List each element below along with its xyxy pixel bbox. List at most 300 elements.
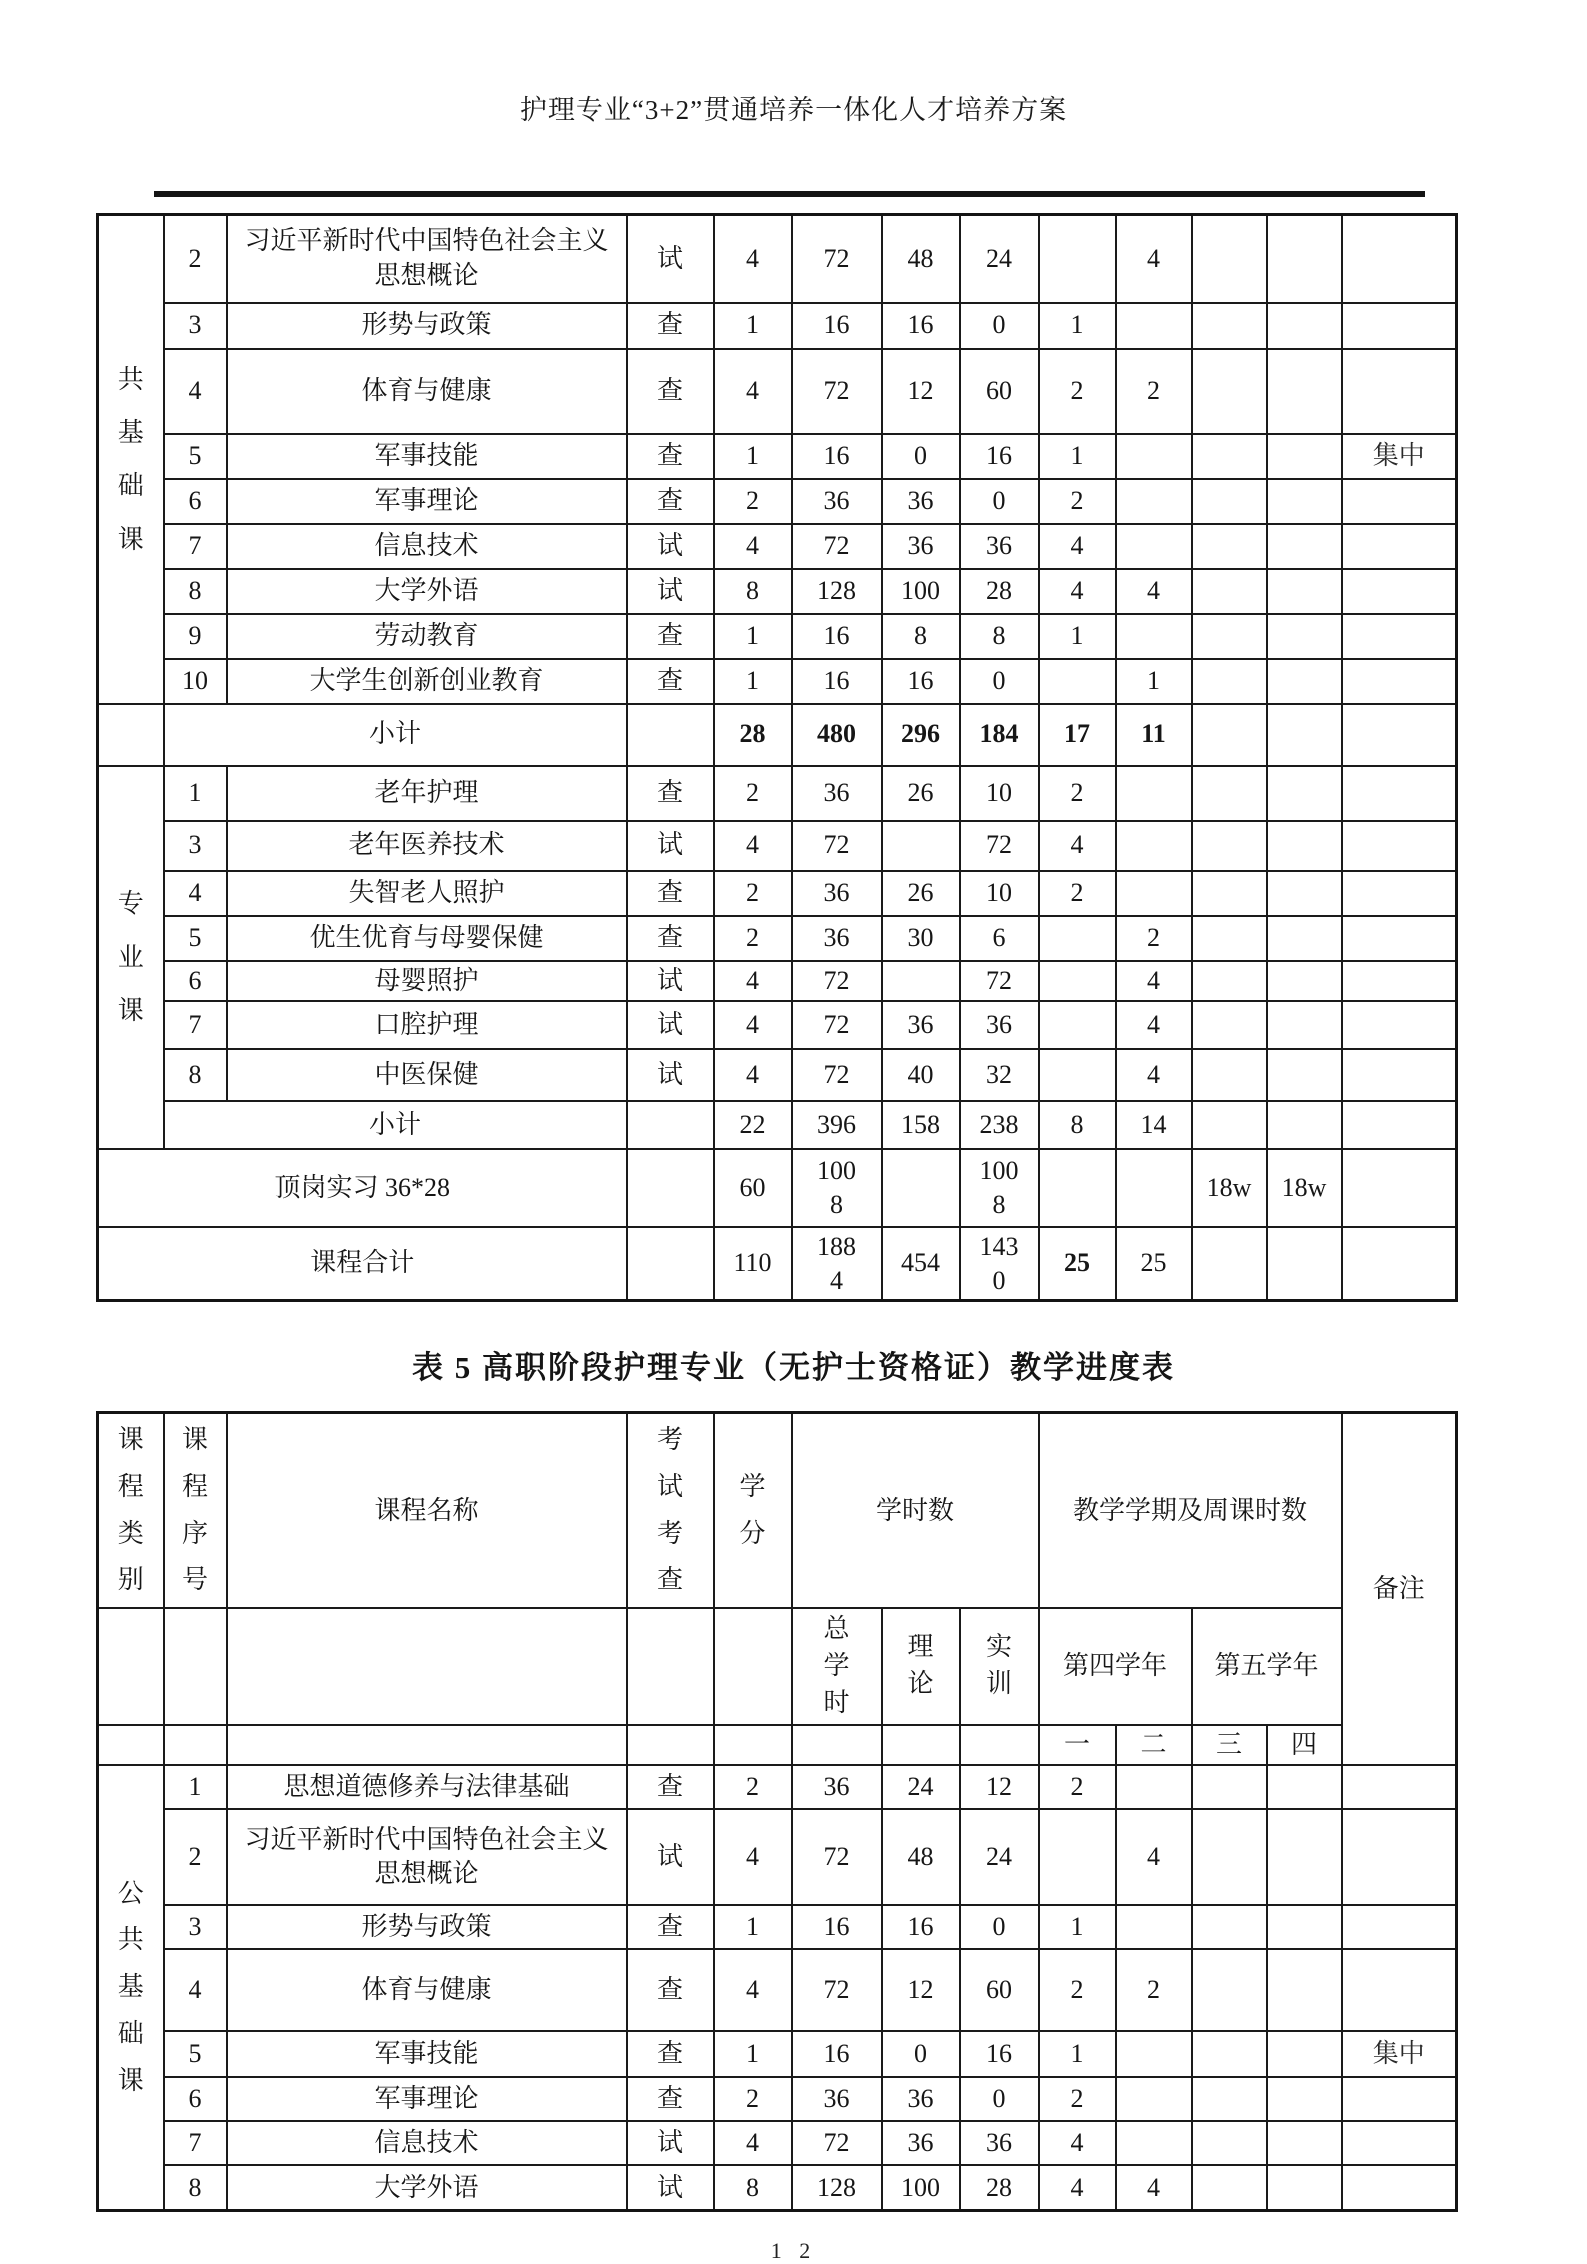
table-cell	[1192, 659, 1267, 704]
table-cell	[1192, 2165, 1267, 2211]
table-cell	[1342, 479, 1457, 524]
table-cell: 100	[882, 569, 960, 614]
table-cell: 72	[792, 1049, 882, 1101]
table-cell: 总 学 时	[792, 1608, 882, 1725]
table-cell: 8	[164, 569, 227, 614]
table-cell	[1342, 704, 1457, 766]
table-cell: 5	[164, 2031, 227, 2077]
table-cell: 18w	[1192, 1149, 1267, 1227]
table-cell: 2	[164, 1809, 227, 1905]
table-cell: 2	[1116, 916, 1192, 961]
table-cell: 2	[1039, 2077, 1116, 2121]
table-cell: 1	[1039, 614, 1116, 659]
table-cell: 32	[960, 1049, 1039, 1101]
table-cell: 8	[1039, 1101, 1116, 1149]
table-cell: 16	[792, 303, 882, 349]
table-cell	[1192, 1049, 1267, 1101]
table-cell: 1	[164, 766, 227, 821]
table-cell	[792, 1725, 882, 1765]
table-cell: 形势与政策	[227, 303, 627, 349]
table-cell: 查	[627, 479, 714, 524]
table-cell	[1267, 614, 1342, 659]
table-cell: 1	[714, 614, 792, 659]
table-cell: 6	[164, 479, 227, 524]
table-row	[98, 1765, 1457, 1809]
table-cell	[1192, 349, 1267, 434]
table-cell: 30	[882, 916, 960, 961]
table-row	[98, 821, 1457, 871]
table-row	[98, 2031, 1457, 2077]
table-cell: 一	[1039, 1725, 1116, 1765]
table-cell: 查	[627, 2031, 714, 2077]
table-cell	[1116, 1765, 1192, 1809]
table-cell: 100	[882, 2165, 960, 2211]
table-cell	[1039, 916, 1116, 961]
table-cell: 4	[1116, 215, 1192, 303]
table-cell: 72	[792, 1001, 882, 1049]
table-cell: 36	[960, 1001, 1039, 1049]
table-cell: 4	[1039, 569, 1116, 614]
table-cell: 4	[714, 1049, 792, 1101]
table-cell: 7	[164, 524, 227, 569]
table-cell	[1192, 916, 1267, 961]
table-row	[98, 303, 1457, 349]
table-cell	[1342, 2121, 1457, 2165]
table-cell: 4	[714, 349, 792, 434]
table-cell	[1039, 1809, 1116, 1905]
table-cell	[1342, 766, 1457, 821]
table-cell	[1039, 1001, 1116, 1049]
table-cell: 试	[627, 569, 714, 614]
table-cell: 16	[882, 1905, 960, 1949]
table-cell	[1192, 1101, 1267, 1149]
table-cell	[1192, 871, 1267, 916]
table-cell: 110	[714, 1227, 792, 1301]
table-cell: 36	[792, 766, 882, 821]
table-cell	[1267, 524, 1342, 569]
table-cell: 课程合计	[98, 1227, 627, 1301]
table-cell	[1342, 349, 1457, 434]
table-cell: 体育与健康	[227, 349, 627, 434]
table-cell: 教学学期及周课时数	[1039, 1413, 1342, 1608]
table-cell	[164, 1608, 227, 1725]
table-cell	[98, 1608, 164, 1725]
table-cell: 10	[164, 659, 227, 704]
table-cell	[1192, 434, 1267, 479]
table-cell	[1192, 569, 1267, 614]
table-cell: 2	[714, 916, 792, 961]
table-cell: 6	[960, 916, 1039, 961]
table-cell: 4	[1116, 569, 1192, 614]
table-cell: 查	[627, 659, 714, 704]
table-cell	[1116, 871, 1192, 916]
table-row	[98, 524, 1457, 569]
table-cell: 共 基 础 课	[98, 215, 164, 704]
table-cell	[164, 1725, 227, 1765]
table-cell: 26	[882, 766, 960, 821]
table-cell: 3	[164, 1905, 227, 1949]
table-cell	[1267, 1905, 1342, 1949]
table-cell: 4	[1039, 821, 1116, 871]
table-cell: 理 论	[882, 1608, 960, 1725]
table-cell: 军事理论	[227, 479, 627, 524]
table-cell: 4	[714, 215, 792, 303]
table-cell: 2	[1116, 349, 1192, 434]
table-cell: 8	[164, 2165, 227, 2211]
table-cell: 大学外语	[227, 569, 627, 614]
table-cell	[627, 1149, 714, 1227]
table-cell: 72	[792, 1809, 882, 1905]
table-cell: 信息技术	[227, 524, 627, 569]
table-cell	[1267, 1101, 1342, 1149]
table-row	[98, 2165, 1457, 2211]
table-cell: 12	[882, 349, 960, 434]
table-cell	[1342, 614, 1457, 659]
table-cell: 10	[960, 766, 1039, 821]
table-cell: 2	[714, 479, 792, 524]
table-cell: 失智老人照护	[227, 871, 627, 916]
table-cell	[1342, 821, 1457, 871]
table-cell: 60	[960, 1949, 1039, 2031]
table-cell: 习近平新时代中国特色社会主义思想概论	[227, 215, 627, 303]
table-cell: 军事技能	[227, 434, 627, 479]
table-cell: 思想道德修养与法律基础	[227, 1765, 627, 1809]
table-row	[98, 871, 1457, 916]
header-double-rule	[154, 191, 1425, 197]
table-cell	[1342, 659, 1457, 704]
table-cell: 72	[960, 821, 1039, 871]
table-cell: 4	[1039, 524, 1116, 569]
table-cell: 60	[714, 1149, 792, 1227]
table-cell: 36	[792, 2077, 882, 2121]
table-cell	[1192, 704, 1267, 766]
table-cell	[1192, 2031, 1267, 2077]
table-cell: 1008	[960, 1149, 1039, 1227]
table-cell: 158	[882, 1101, 960, 1149]
table-cell	[1342, 1765, 1457, 1809]
table-cell: 22	[714, 1101, 792, 1149]
table-cell: 72	[792, 524, 882, 569]
table-cell: 查	[627, 871, 714, 916]
table-cell	[1342, 1809, 1457, 1905]
table-cell: 大学生创新创业教育	[227, 659, 627, 704]
table-cell	[882, 1725, 960, 1765]
table-cell: 1	[164, 1765, 227, 1809]
table-cell: 36	[882, 479, 960, 524]
table-cell	[1192, 1809, 1267, 1905]
table-cell	[1267, 1001, 1342, 1049]
document-header-title: 护理专业“3+2”贯通培养一体化人才培养方案	[519, 95, 1068, 125]
table-cell: 28	[960, 2165, 1039, 2211]
table-cell	[1116, 2121, 1192, 2165]
table-cell: 1	[1039, 434, 1116, 479]
table-cell	[1116, 434, 1192, 479]
table-cell: 2	[714, 2077, 792, 2121]
table-cell	[1192, 215, 1267, 303]
table-cell	[227, 1608, 627, 1725]
table-cell: 1430	[960, 1227, 1039, 1301]
table-row	[98, 434, 1457, 479]
table-cell: 第四学年	[1039, 1608, 1192, 1725]
table-cell: 24	[882, 1765, 960, 1809]
table-cell	[1267, 2121, 1342, 2165]
table-cell: 考 试 考 查	[627, 1413, 714, 1608]
table-cell	[1116, 821, 1192, 871]
table-cell	[627, 1608, 714, 1725]
table5-title: 表 5 高职阶段护理专业（无护士资格证）教学进度表	[412, 1350, 1175, 1386]
table-cell	[714, 1725, 792, 1765]
table-cell: 4	[714, 2121, 792, 2165]
table-cell: 课程名称	[227, 1413, 627, 1608]
table-cell: 集中	[1342, 2031, 1457, 2077]
table-row	[98, 215, 1457, 303]
table-cell: 查	[627, 349, 714, 434]
table-cell: 4	[1116, 2165, 1192, 2211]
table-row	[98, 1101, 1457, 1149]
table-cell	[1267, 704, 1342, 766]
table-cell: 3	[164, 821, 227, 871]
table-cell: 0	[960, 2077, 1039, 2121]
table-cell: 老年护理	[227, 766, 627, 821]
table-cell	[1116, 303, 1192, 349]
table-cell	[1267, 871, 1342, 916]
table-cell: 10	[960, 871, 1039, 916]
table-cell: 16	[792, 614, 882, 659]
table-cell: 4	[714, 524, 792, 569]
table-cell	[1192, 479, 1267, 524]
table-cell: 12	[882, 1949, 960, 2031]
table-cell: 6	[164, 961, 227, 1001]
table-cell: 第五学年	[1192, 1608, 1342, 1725]
table-cell: 试	[627, 1809, 714, 1905]
table-cell: 4	[164, 871, 227, 916]
table-cell: 公 共 基 础 课	[98, 1765, 164, 2211]
table-cell	[1039, 215, 1116, 303]
table-cell: 0	[960, 659, 1039, 704]
table-cell: 72	[792, 961, 882, 1001]
table-cell: 试	[627, 2165, 714, 2211]
table-cell: 大学外语	[227, 2165, 627, 2211]
table-cell: 老年医养技术	[227, 821, 627, 871]
table-cell: 18w	[1267, 1149, 1342, 1227]
table-cell: 9	[164, 614, 227, 659]
table-cell: 11	[1116, 704, 1192, 766]
table-cell	[882, 821, 960, 871]
table-cell: 查	[627, 766, 714, 821]
table-cell	[882, 1149, 960, 1227]
table-cell: 试	[627, 821, 714, 871]
table-cell: 6	[164, 2077, 227, 2121]
table-cell: 3	[164, 303, 227, 349]
table-cell: 16	[882, 303, 960, 349]
table-cell: 4	[1116, 1809, 1192, 1905]
table-cell	[1342, 2165, 1457, 2211]
table-cell: 184	[960, 704, 1039, 766]
table-cell: 三	[1192, 1725, 1267, 1765]
table-cell	[627, 1725, 714, 1765]
table-cell: 4	[714, 961, 792, 1001]
table-cell	[1267, 215, 1342, 303]
table-cell	[882, 961, 960, 1001]
table-cell: 5	[164, 916, 227, 961]
table-cell	[1039, 961, 1116, 1001]
table-cell: 24	[960, 1809, 1039, 1905]
table-cell: 16	[792, 434, 882, 479]
table-cell: 信息技术	[227, 2121, 627, 2165]
table-cell: 48	[882, 1809, 960, 1905]
table-cell	[1039, 659, 1116, 704]
table-cell: 8	[164, 1049, 227, 1101]
table-cell: 军事技能	[227, 2031, 627, 2077]
table-cell	[1342, 1049, 1457, 1101]
table-row	[98, 1001, 1457, 1049]
table-cell: 128	[792, 569, 882, 614]
table-cell: 4	[164, 349, 227, 434]
table-cell: 课 程 类 别	[98, 1413, 164, 1608]
table-cell: 1008	[792, 1149, 882, 1227]
table-cell: 16	[792, 1905, 882, 1949]
table-cell: 8	[714, 569, 792, 614]
table-cell	[98, 704, 164, 766]
table-cell: 2	[1039, 766, 1116, 821]
table-cell: 16	[960, 434, 1039, 479]
table-cell: 36	[882, 1001, 960, 1049]
table-cell: 17	[1039, 704, 1116, 766]
table-row	[98, 1049, 1457, 1101]
table-cell: 集中	[1342, 434, 1457, 479]
table-cell: 1	[714, 1905, 792, 1949]
table-cell	[1342, 524, 1457, 569]
table-row	[98, 1227, 1457, 1301]
table-cell: 课 程 序 号	[164, 1413, 227, 1608]
table-cell: 4	[1116, 961, 1192, 1001]
table-cell	[1267, 2031, 1342, 2077]
table-cell: 8	[714, 2165, 792, 2211]
table-cell	[1192, 961, 1267, 1001]
table-cell	[1342, 1101, 1457, 1149]
table-cell: 16	[792, 2031, 882, 2077]
table-cell	[1192, 2121, 1267, 2165]
table-cell	[1267, 2077, 1342, 2121]
table-cell: 48	[882, 215, 960, 303]
table-cell: 72	[792, 349, 882, 434]
table-cell: 2	[714, 766, 792, 821]
table-cell: 学 分	[714, 1413, 792, 1608]
table-cell: 1884	[792, 1227, 882, 1301]
table-cell: 7	[164, 1001, 227, 1049]
table-cell: 查	[627, 1949, 714, 2031]
table-row	[98, 961, 1457, 1001]
table-cell: 查	[627, 434, 714, 479]
table-cell	[1116, 766, 1192, 821]
table-cell: 4	[714, 821, 792, 871]
table-cell	[1342, 1001, 1457, 1049]
table-cell	[1116, 524, 1192, 569]
table-cell: 4	[714, 1001, 792, 1049]
page-number: 1 2	[770, 2238, 817, 2264]
table-cell: 26	[882, 871, 960, 916]
table-cell	[714, 1608, 792, 1725]
table-cell: 体育与健康	[227, 1949, 627, 2031]
table-cell: 查	[627, 1765, 714, 1809]
table-cell	[1267, 1949, 1342, 2031]
table-cell: 2	[714, 871, 792, 916]
table-cell: 0	[960, 1905, 1039, 1949]
table-cell: 454	[882, 1227, 960, 1301]
table-row	[98, 659, 1457, 704]
table-cell: 1	[714, 2031, 792, 2077]
table-cell: 480	[792, 704, 882, 766]
table-cell: 2	[1039, 1949, 1116, 2031]
table-cell: 试	[627, 1001, 714, 1049]
table-cell: 16	[960, 2031, 1039, 2077]
table-row	[98, 1608, 1457, 1725]
table-cell: 2	[1039, 871, 1116, 916]
table-cell	[1116, 1149, 1192, 1227]
table-cell: 16	[882, 659, 960, 704]
table-cell	[627, 1101, 714, 1149]
table-cell	[1342, 1905, 1457, 1949]
table-cell	[1342, 215, 1457, 303]
table-cell: 0	[882, 2031, 960, 2077]
table-cell: 72	[792, 2121, 882, 2165]
table-cell: 1	[714, 434, 792, 479]
table-cell	[1192, 614, 1267, 659]
table-row	[98, 916, 1457, 961]
table-cell	[1039, 1149, 1116, 1227]
table-cell	[1116, 614, 1192, 659]
table-cell: 2	[164, 215, 227, 303]
table-cell: 试	[627, 524, 714, 569]
table-row	[98, 479, 1457, 524]
table-row	[98, 2077, 1457, 2121]
table-cell: 1	[1116, 659, 1192, 704]
table-cell: 8	[960, 614, 1039, 659]
table-cell: 查	[627, 614, 714, 659]
table-cell: 试	[627, 961, 714, 1001]
table-cell	[1192, 1905, 1267, 1949]
table-cell: 238	[960, 1101, 1039, 1149]
table-cell: 0	[960, 479, 1039, 524]
table-cell	[1192, 303, 1267, 349]
table-cell: 口腔护理	[227, 1001, 627, 1049]
table-cell: 25	[1116, 1227, 1192, 1301]
table-row	[98, 614, 1457, 659]
table-cell: 72	[960, 961, 1039, 1001]
table-cell	[1116, 2077, 1192, 2121]
table-cell: 36	[792, 916, 882, 961]
table-cell	[1342, 916, 1457, 961]
table-row	[98, 1413, 1457, 1608]
table-cell	[1267, 1809, 1342, 1905]
table-cell: 0	[882, 434, 960, 479]
table-cell: 36	[960, 524, 1039, 569]
table-cell: 试	[627, 215, 714, 303]
table-cell: 备注	[1342, 1413, 1457, 1765]
table-cell	[1267, 659, 1342, 704]
table-cell: 28	[960, 569, 1039, 614]
table-row	[98, 1725, 1457, 1765]
table-cell	[1342, 1149, 1457, 1227]
table-cell: 5	[164, 434, 227, 479]
table-cell: 劳动教育	[227, 614, 627, 659]
table-cell: 36	[792, 1765, 882, 1809]
table-cell	[1267, 821, 1342, 871]
table-cell: 72	[792, 1949, 882, 2031]
table-cell: 16	[792, 659, 882, 704]
table-cell	[1342, 1227, 1457, 1301]
table-cell: 36	[792, 479, 882, 524]
